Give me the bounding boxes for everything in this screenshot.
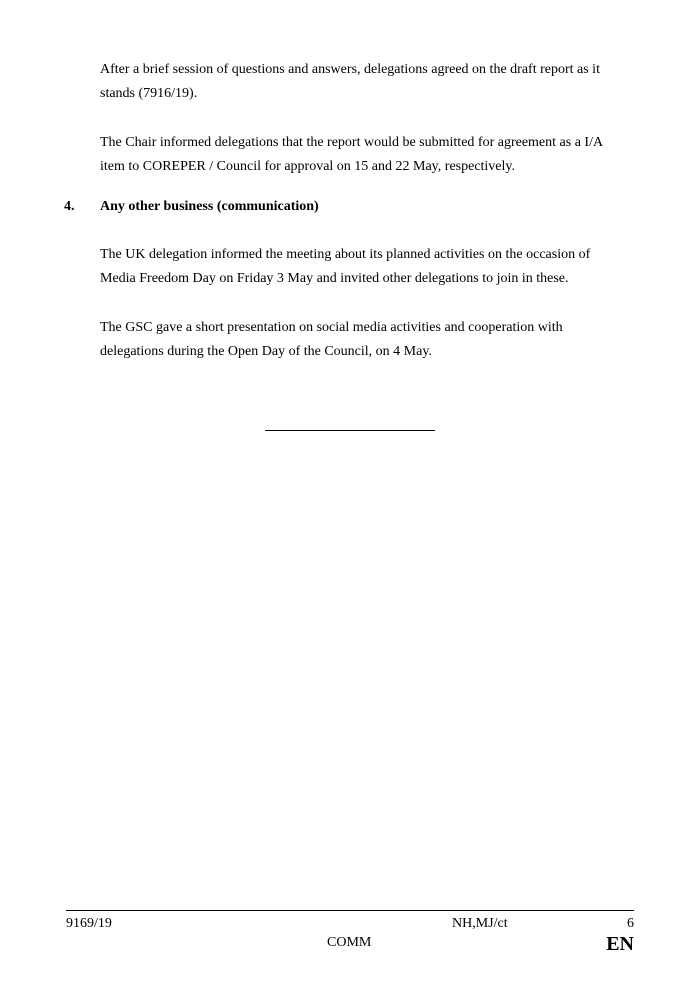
paragraph-chair-informed: The Chair informed delegations that the report would be submitted for agreement as a I/A item to COREPER / Council for approval on 15 and 22 May, respectively. bbox=[100, 135, 603, 174]
paragraph-draft-report: After a brief session of questions and answers, delegations agreed on the draft report as it stands (7916/19). bbox=[100, 62, 600, 101]
footer-initials: NH,MJ/ct bbox=[452, 916, 508, 931]
footer-language-code: EN bbox=[606, 933, 634, 955]
section-number: 4. bbox=[64, 199, 75, 214]
paragraph-uk-delegation: The UK delegation informed the meeting about its planned activities on the occasion of Media Freedom Day on Friday 3 May and invited other delegations to join in these. bbox=[100, 247, 591, 286]
footer-department: COMM bbox=[327, 935, 372, 950]
footer-divider bbox=[66, 910, 634, 911]
section-title: Any other business (communication) bbox=[100, 199, 319, 214]
section-heading bbox=[64, 195, 319, 219]
footer-document-number: 9169/19 bbox=[66, 916, 112, 931]
footer-page-number: 6 bbox=[627, 916, 634, 931]
paragraph-gsc-presentation: The GSC gave a short presentation on social media activities and cooperation with delegations during the Open Day of the Council, on 4 May. bbox=[100, 320, 563, 359]
end-of-document-rule bbox=[265, 430, 435, 431]
